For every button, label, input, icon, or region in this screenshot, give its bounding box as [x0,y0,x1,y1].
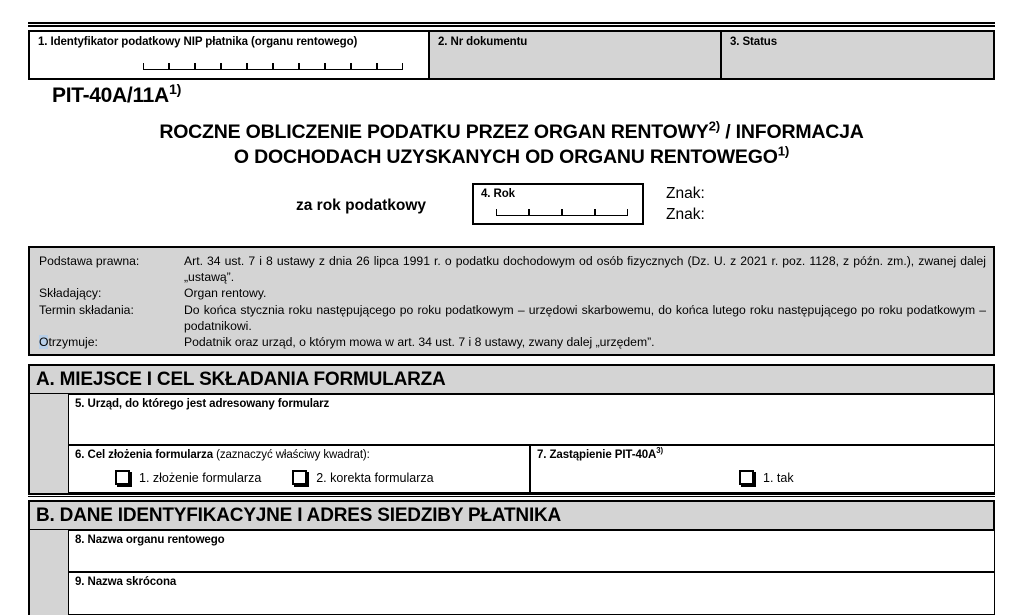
form-code-title [52,84,181,108]
field-6-option-1-label: 1. złożenie formularza [139,471,262,485]
legal-row [39,285,986,301]
field-6-label-bold: 6. Cel złożenia formularza [75,449,213,461]
field-3-label: 3. Status [730,36,778,48]
legal-value: Do końca stycznia roku następującego po roku podatkowym – urzędowi skarbowemu, do końca lutego roku następującego po roku podatkowym – podatnikowi. [184,302,986,333]
field-7-label [531,446,994,461]
form-code-text: PIT-40A/11A [52,84,169,107]
legal-key: Składający: [39,286,102,301]
field-4-year-cell[interactable] [472,183,644,225]
page-title-line-1-footnote-marker: 2) [708,118,721,134]
znak-label-1: Znak: [666,185,705,202]
section-a-bottom-rule [28,493,995,497]
legal-value: Art. 34 ust. 7 i 8 ustawy z dnia 26 lipca 1991 r. o podatku dochodowym od osób fizycznych (Dz. U. z 2021 r. poz. 1128, z późn. zm.), zwanej dalej „ustawą”. [184,254,986,285]
legal-row [39,253,986,285]
field-6-label-rest: (zaznaczyć właściwy kwadrat): [213,449,370,461]
field-7-option-1[interactable] [739,470,794,488]
comb-segment [143,63,169,70]
legal-row [39,334,986,350]
comb-segment [351,63,377,70]
comb-segment [195,63,221,70]
legal-key: Podstawa prawna: [39,254,140,268]
field-7-options [531,470,994,488]
field-6-label [69,446,529,461]
field-7-footnote-marker: 3) [656,446,663,456]
field-8-label: 8. Nazwa organu rentowego [75,534,225,546]
field-4-year-comb[interactable] [496,209,628,216]
header-field-table [28,30,995,80]
comb-segment [377,63,403,70]
section-a-heading: A. MIEJSCE I CEL SKŁADANIA FORMULARZA [28,364,995,394]
comb-segment [496,209,529,216]
tax-year-row [28,183,995,229]
section-a-left-gutter [28,394,68,493]
page-title-line-1-tail: / INFORMACJA [720,121,864,143]
page-title-line-2 [28,145,995,170]
comb-segment [169,63,195,70]
legal-key [39,334,184,350]
znak-label-2: Znak: [666,205,705,223]
field-5-office-cell[interactable] [68,394,995,445]
page-title [28,120,995,170]
legal-row [39,302,986,334]
field-8-authority-name-cell[interactable] [68,530,995,572]
checkbox-unchecked-icon[interactable] [739,470,754,485]
checkbox-unchecked-icon[interactable] [292,470,307,485]
field-9-short-name-cell[interactable] [68,572,995,615]
legal-key-rest: trzymuje: [48,335,98,350]
field-1-label: 1. Identyfikator podatkowy NIP płatnika (organu rentowego) [38,36,358,48]
comb-segment [325,63,351,70]
page-title-line-1 [28,120,995,145]
form-code-footnote-marker: 1) [168,82,182,98]
legal-value: Organ rentowy. [184,286,267,301]
selected-text-highlight: O [39,335,49,350]
field-3-status-cell[interactable] [722,32,993,78]
legal-value: Podatnik oraz urząd, o którym mowa w art. 34 ust. 7 i 8 ustawy, zwany dalej „urzędem”. [184,335,655,350]
tax-year-prefix-label: za rok podatkowy [296,197,427,214]
page-title-line-2-footnote-marker: 1) [777,143,790,159]
comb-segment [221,63,247,70]
legal-key: Termin składania: [39,302,134,317]
section-b-heading: B. DANE IDENTYFIKACYJNE I ADRES SIEDZIBY PŁATNIKA [28,500,995,530]
comb-segment [247,63,273,70]
comb-segment [299,63,325,70]
field-2-label: 2. Nr dokumentu [438,36,528,48]
field-6-purpose-cell[interactable] [68,445,530,493]
field-7-replacement-cell[interactable] [530,445,995,493]
comb-segment [595,209,628,216]
field-1-nip-cell[interactable] [30,32,430,78]
checkbox-unchecked-icon[interactable] [115,470,130,485]
znak-block [666,184,705,226]
field-4-label: 4. Rok [481,188,515,200]
page-title-line-1-text: ROCZNE OBLICZENIE PODATKU PRZEZ ORGAN RENTOWY [159,121,709,143]
field-1-nip-comb[interactable] [143,63,403,70]
legal-basis-block [28,246,995,356]
field-6-options [69,470,529,488]
comb-segment [273,63,299,70]
field-7-option-1-label: 1. tak [763,471,794,485]
field-6-option-2-label: 2. korekta formularza [316,471,434,485]
page-title-line-2-text: O DOCHODACH UZYSKANYCH OD ORGANU RENTOWEGO [233,145,778,168]
comb-segment [562,209,595,216]
field-9-label: 9. Nazwa skrócona [75,576,177,588]
comb-segment [529,209,562,216]
top-double-rule [28,22,995,27]
section-b-left-gutter [28,530,68,615]
field-2-document-number-cell[interactable] [430,32,722,78]
field-6-option-2[interactable] [292,470,433,488]
field-7-label-text: 7. Zastąpienie PIT-40A [537,449,657,461]
field-6-option-1[interactable] [115,470,261,488]
field-5-label: 5. Urząd, do którego jest adresowany formularz [75,398,330,410]
